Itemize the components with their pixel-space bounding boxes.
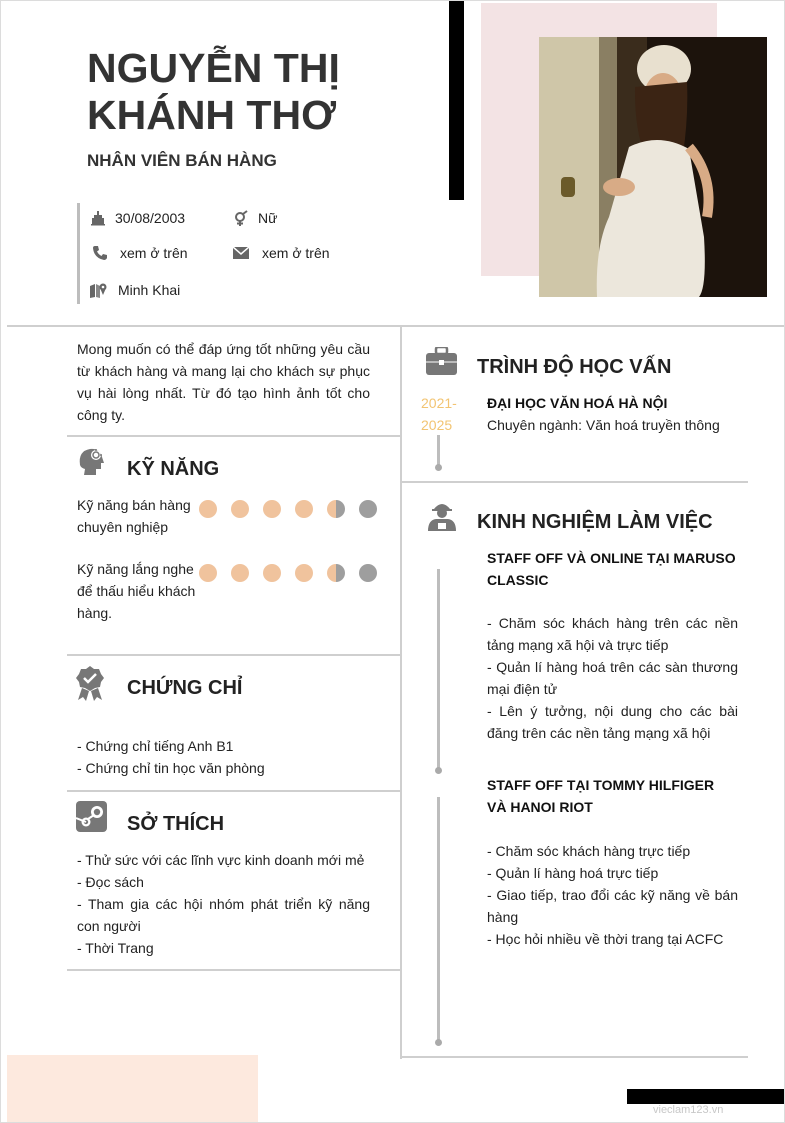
skill-dot [263, 500, 281, 518]
timeline-dot [435, 464, 442, 471]
education-years: 2021-2025 [421, 395, 457, 433]
skill-dot [231, 500, 249, 518]
name-line-2: KHÁNH THƠ [87, 92, 337, 138]
job-title: NHÂN VIÊN BÁN HÀNG [87, 151, 277, 170]
experience-position-1: STAFF OFF VÀ ONLINE TẠI MARUSO CLASSIC [487, 550, 736, 588]
gender-text: Nữ [258, 210, 278, 226]
map-icon [89, 281, 107, 299]
candidate-name [87, 45, 427, 139]
steam-icon [76, 801, 106, 831]
address-text: Minh Khai [118, 282, 181, 298]
decor-black-bar-top [449, 1, 464, 200]
hobby-item: - Thời Trang [77, 940, 154, 956]
skill-dot [327, 564, 345, 582]
timeline-dot [435, 767, 442, 774]
skill-dot [199, 500, 217, 518]
skill-dot [359, 564, 377, 582]
certificates-divider [67, 654, 401, 656]
birthday-text: 30/08/2003 [115, 210, 186, 226]
experience-detail: - Lên ý tưởng, nội dung cho các bài đăng trên các nền tảng mạng xã hội [487, 703, 738, 741]
phone-icon [91, 244, 109, 262]
skill-name-1: Kỹ năng bán hàng chuyên nghiệp [77, 497, 191, 535]
birthday-item [89, 209, 185, 227]
skills-title: KỸ NĂNG [127, 458, 220, 480]
email-item [232, 244, 330, 262]
gender-item [232, 209, 277, 227]
education-title: TRÌNH ĐỘ HỌC VẤN [477, 356, 672, 378]
skill-dot [359, 500, 377, 518]
experience-timeline-2 [437, 797, 440, 1041]
worker-icon [426, 501, 456, 531]
hobbies-title: SỞ THÍCH [127, 813, 225, 835]
education-school: ĐẠI HỌC VĂN HOÁ HÀ NỘI [487, 395, 668, 411]
skill-name-2: Kỹ năng lắng nghe để thấu hiểu khách hàng. [77, 561, 196, 621]
hobbies-divider [67, 790, 401, 792]
experience-details-1 [487, 612, 738, 744]
skill-dot [263, 564, 281, 582]
watermark: vieclam123.vn [653, 1104, 724, 1116]
experience-detail: - Quản lí hàng hoá trên các sàn thương mại điện tử [487, 659, 738, 697]
briefcase-icon [426, 347, 456, 377]
certificates-title: CHỨNG CHỈ [127, 677, 243, 699]
timeline-dot [435, 1039, 442, 1046]
skill-rating-2 [199, 564, 377, 582]
education-timeline [437, 435, 440, 467]
phone-item [91, 244, 188, 262]
hobbies-list [77, 849, 370, 959]
skill-dot [295, 564, 313, 582]
name-line-1: NGUYỄN THỊ [87, 45, 340, 91]
experience-title: KINH NGHIỆM LÀM VIỆC [477, 511, 713, 533]
experience-detail: - Quản lí hàng hoá trực tiếp [487, 865, 659, 881]
decor-black-bar-bottom [627, 1089, 785, 1104]
left-bottom-divider [67, 969, 401, 971]
education-major: Chuyên ngành: Văn hoá truyền thông [487, 417, 720, 433]
mail-icon [232, 244, 250, 262]
skills-divider [67, 435, 401, 437]
experience-detail: - Chăm sóc khách hàng trên các nền tảng mạng xã hội và trực tiếp [487, 615, 738, 653]
skill-rating-1 [199, 500, 377, 518]
phone-text: xem ở trên [120, 245, 188, 261]
skill-dot [327, 500, 345, 518]
hobby-item: - Tham gia các hội nhóm phát triển kỹ năng con người [77, 896, 370, 934]
hobby-item: - Đọc sách [77, 874, 144, 890]
skill-dot [199, 564, 217, 582]
gender-icon [232, 209, 250, 227]
hobby-item: - Thử sức với các lĩnh vực kinh doanh mới mẻ [77, 852, 365, 868]
header-divider [7, 325, 785, 327]
experience-details-2 [487, 840, 738, 950]
info-divider [77, 203, 80, 304]
email-text: xem ở trên [262, 245, 330, 261]
skill-dot [295, 500, 313, 518]
certificate-item: - Chứng chỉ tin học văn phòng [77, 760, 265, 776]
right-bottom-divider [402, 1056, 748, 1058]
experience-position-2: STAFF OFF TẠI TOMMY HILFIGER VÀ HANOI RIOT [487, 777, 715, 815]
experience-detail: - Chăm sóc khách hàng trực tiếp [487, 843, 691, 859]
certificate-item: - Chứng chỉ tiếng Anh B1 [77, 738, 234, 754]
badge-icon [76, 666, 106, 696]
objective-text: Mong muốn có thể đáp ứng tốt những yêu cầu từ khách hàng và mang lại cho khách sự phục vụ hài lòng nhất. Từ đó tạo hình ảnh tốt cho công ty. [77, 341, 370, 423]
experience-detail: - Giao tiếp, trao đổi các kỹ năng về bán hàng [487, 887, 738, 925]
skill-dot [231, 564, 249, 582]
experience-detail: - Học hỏi nhiều về thời trang tại ACFC [487, 931, 724, 947]
profile-photo [539, 37, 767, 297]
decor-peach-block [7, 1055, 258, 1123]
experience-timeline-1 [437, 569, 440, 769]
brain-icon [76, 445, 106, 475]
experience-divider [402, 481, 748, 483]
birthday-cake-icon [89, 209, 107, 227]
address-item [89, 281, 180, 299]
